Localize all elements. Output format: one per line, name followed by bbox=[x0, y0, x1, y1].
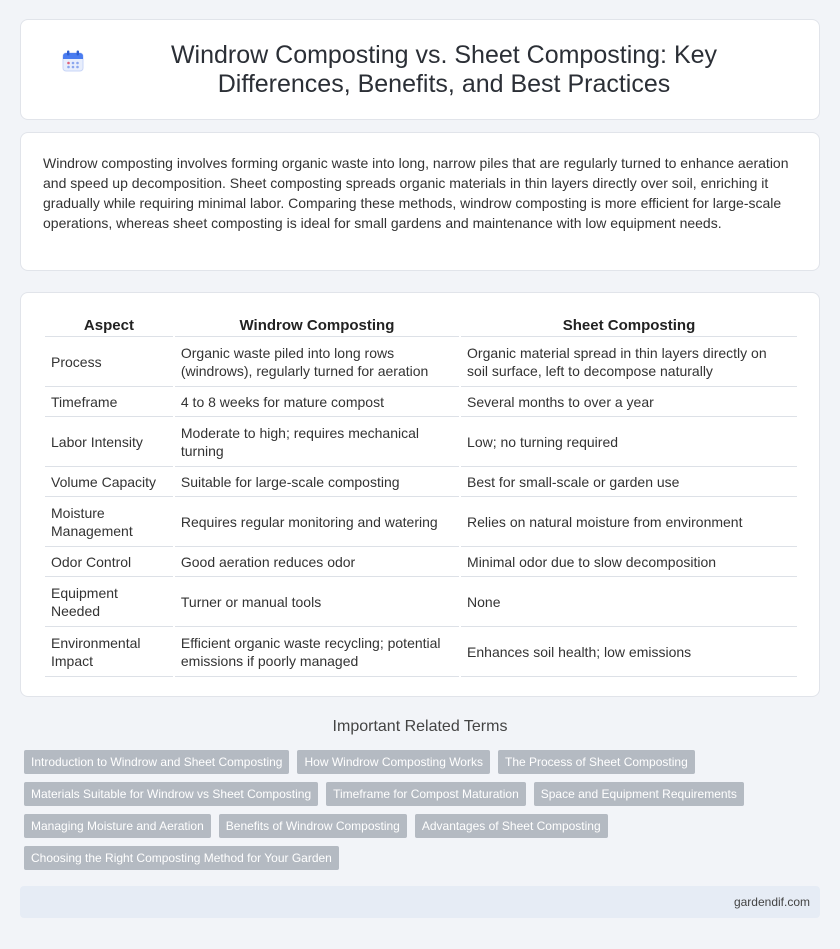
related-terms-heading: Important Related Terms bbox=[332, 718, 508, 735]
table-cell-aspect: Moisture Management bbox=[45, 497, 173, 547]
table-cell-windrow: Suitable for large-scale composting bbox=[175, 467, 459, 497]
table-cell-aspect: Timeframe bbox=[45, 387, 173, 417]
table-header-row bbox=[45, 313, 797, 337]
table-row bbox=[45, 547, 797, 577]
page-title: Windrow Composting vs. Sheet Composting: Key Differences, Benefits, and Best Practices bbox=[170, 40, 718, 98]
comparison-card bbox=[20, 292, 820, 697]
table-cell-sheet: Organic material spread in thin layers directly on soil surface, left to decompose naturally bbox=[461, 337, 797, 387]
intro-card bbox=[20, 132, 820, 271]
table-cell-sheet: Enhances soil health; low emissions bbox=[461, 627, 797, 677]
table-cell-windrow: 4 to 8 weeks for mature compost bbox=[175, 387, 459, 417]
related-term-link[interactable]: Space and Equipment Requirements bbox=[534, 782, 744, 806]
table-header-sheet: Sheet Composting bbox=[461, 313, 797, 337]
table-row bbox=[45, 337, 797, 387]
table-header-windrow: Windrow Composting bbox=[175, 313, 459, 337]
table-cell-sheet: Relies on natural moisture from environment bbox=[461, 497, 797, 547]
related-term-link[interactable]: The Process of Sheet Composting bbox=[498, 750, 695, 774]
table-cell-sheet: Best for small-scale or garden use bbox=[461, 467, 797, 497]
related-term-link[interactable]: Managing Moisture and Aeration bbox=[24, 814, 211, 838]
table-cell-aspect: Labor Intensity bbox=[45, 417, 173, 467]
table-cell-windrow: Organic waste piled into long rows (windrows), regularly turned for aeration bbox=[175, 337, 459, 387]
table-cell-aspect: Odor Control bbox=[45, 547, 173, 577]
footer-site-link[interactable]: gardendif.com bbox=[733, 895, 810, 909]
table-row bbox=[45, 387, 797, 417]
table-header-aspect: Aspect bbox=[45, 313, 173, 337]
table-cell-aspect: Environmental Impact bbox=[45, 627, 173, 677]
related-term-link[interactable]: How Windrow Composting Works bbox=[297, 750, 490, 774]
related-term-link[interactable]: Advantages of Sheet Composting bbox=[415, 814, 608, 838]
table-cell-windrow: Turner or manual tools bbox=[175, 577, 459, 627]
related-term-link[interactable]: Timeframe for Compost Maturation bbox=[326, 782, 526, 806]
table-row bbox=[45, 497, 797, 547]
related-term-link[interactable]: Introduction to Windrow and Sheet Composting bbox=[24, 750, 289, 774]
header-card bbox=[20, 19, 820, 120]
table-cell-windrow: Good aeration reduces odor bbox=[175, 547, 459, 577]
table-cell-windrow: Moderate to high; requires mechanical turning bbox=[175, 417, 459, 467]
related-term-link[interactable]: Materials Suitable for Windrow vs Sheet Composting bbox=[24, 782, 318, 806]
table-row bbox=[45, 417, 797, 467]
table-cell-aspect: Process bbox=[45, 337, 173, 387]
intro-paragraph: Windrow composting involves forming organic waste into long, narrow piles that are regularly turned to enhance aeration and speed up decomposition. Sheet composting spreads organic materials in thin layers directly over soil, enriching it gradually while requiring minimal labor. Comparing these methods, windrow composting is more efficient for large-scale operations, whereas sheet composting is ideal for small gardens and maintenance with low equipment needs. bbox=[43, 155, 789, 231]
header-inner bbox=[61, 41, 779, 99]
table-row bbox=[45, 467, 797, 497]
table-row bbox=[45, 577, 797, 627]
related-terms-list bbox=[24, 750, 814, 878]
table-row bbox=[45, 627, 797, 677]
related-term-link[interactable]: Benefits of Windrow Composting bbox=[219, 814, 407, 838]
table-cell-sheet: None bbox=[461, 577, 797, 627]
table-cell-sheet: Minimal odor due to slow decomposition bbox=[461, 547, 797, 577]
footer bbox=[20, 886, 820, 918]
comparison-table bbox=[43, 313, 799, 677]
table-cell-aspect: Equipment Needed bbox=[45, 577, 173, 627]
table-cell-aspect: Volume Capacity bbox=[45, 467, 173, 497]
table-cell-windrow: Requires regular monitoring and watering bbox=[175, 497, 459, 547]
table-cell-sheet: Low; no turning required bbox=[461, 417, 797, 467]
related-term-link[interactable]: Choosing the Right Composting Method for Your Garden bbox=[24, 846, 339, 870]
table-cell-sheet: Several months to over a year bbox=[461, 387, 797, 417]
table-cell-windrow: Efficient organic waste recycling; potential emissions if poorly managed bbox=[175, 627, 459, 677]
calendar-icon bbox=[61, 49, 85, 73]
